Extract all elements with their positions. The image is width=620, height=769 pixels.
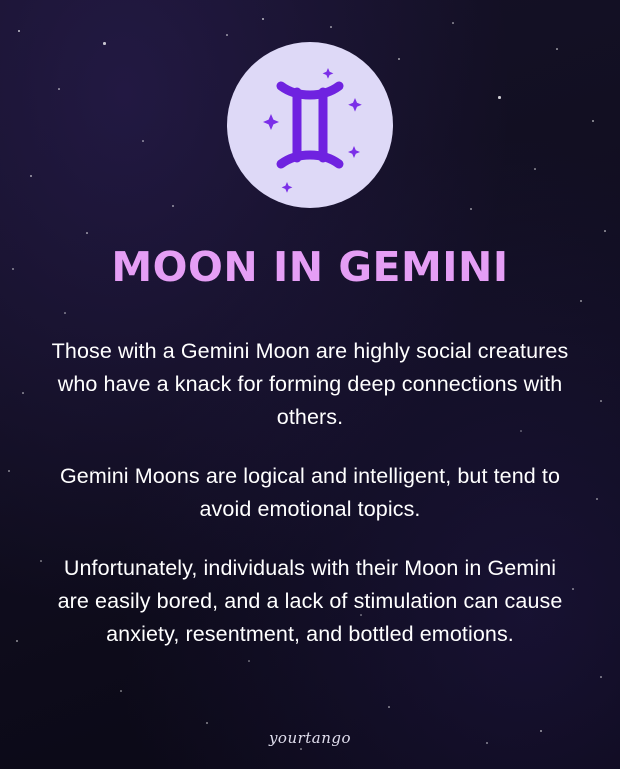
brand-logo: yourtango	[268, 729, 352, 747]
description-block	[48, 335, 572, 651]
page-title: MOON IN GEMINI	[111, 243, 509, 291]
gemini-glyph-icon	[281, 86, 339, 164]
description-paragraph-1: Those with a Gemini Moon are highly social creatures who have a knack for forming deep connections with others.	[51, 339, 569, 429]
description-paragraph-3: Unfortunately, individuals with their Moon in Gemini are easily bored, and a lack of stimulation can cause anxiety, resentment, and bottled emotions.	[57, 556, 563, 646]
description-paragraph-2: Gemini Moons are logical and intelligent, but tend to avoid emotional topics.	[59, 464, 561, 521]
gemini-zodiac-badge	[227, 42, 393, 208]
